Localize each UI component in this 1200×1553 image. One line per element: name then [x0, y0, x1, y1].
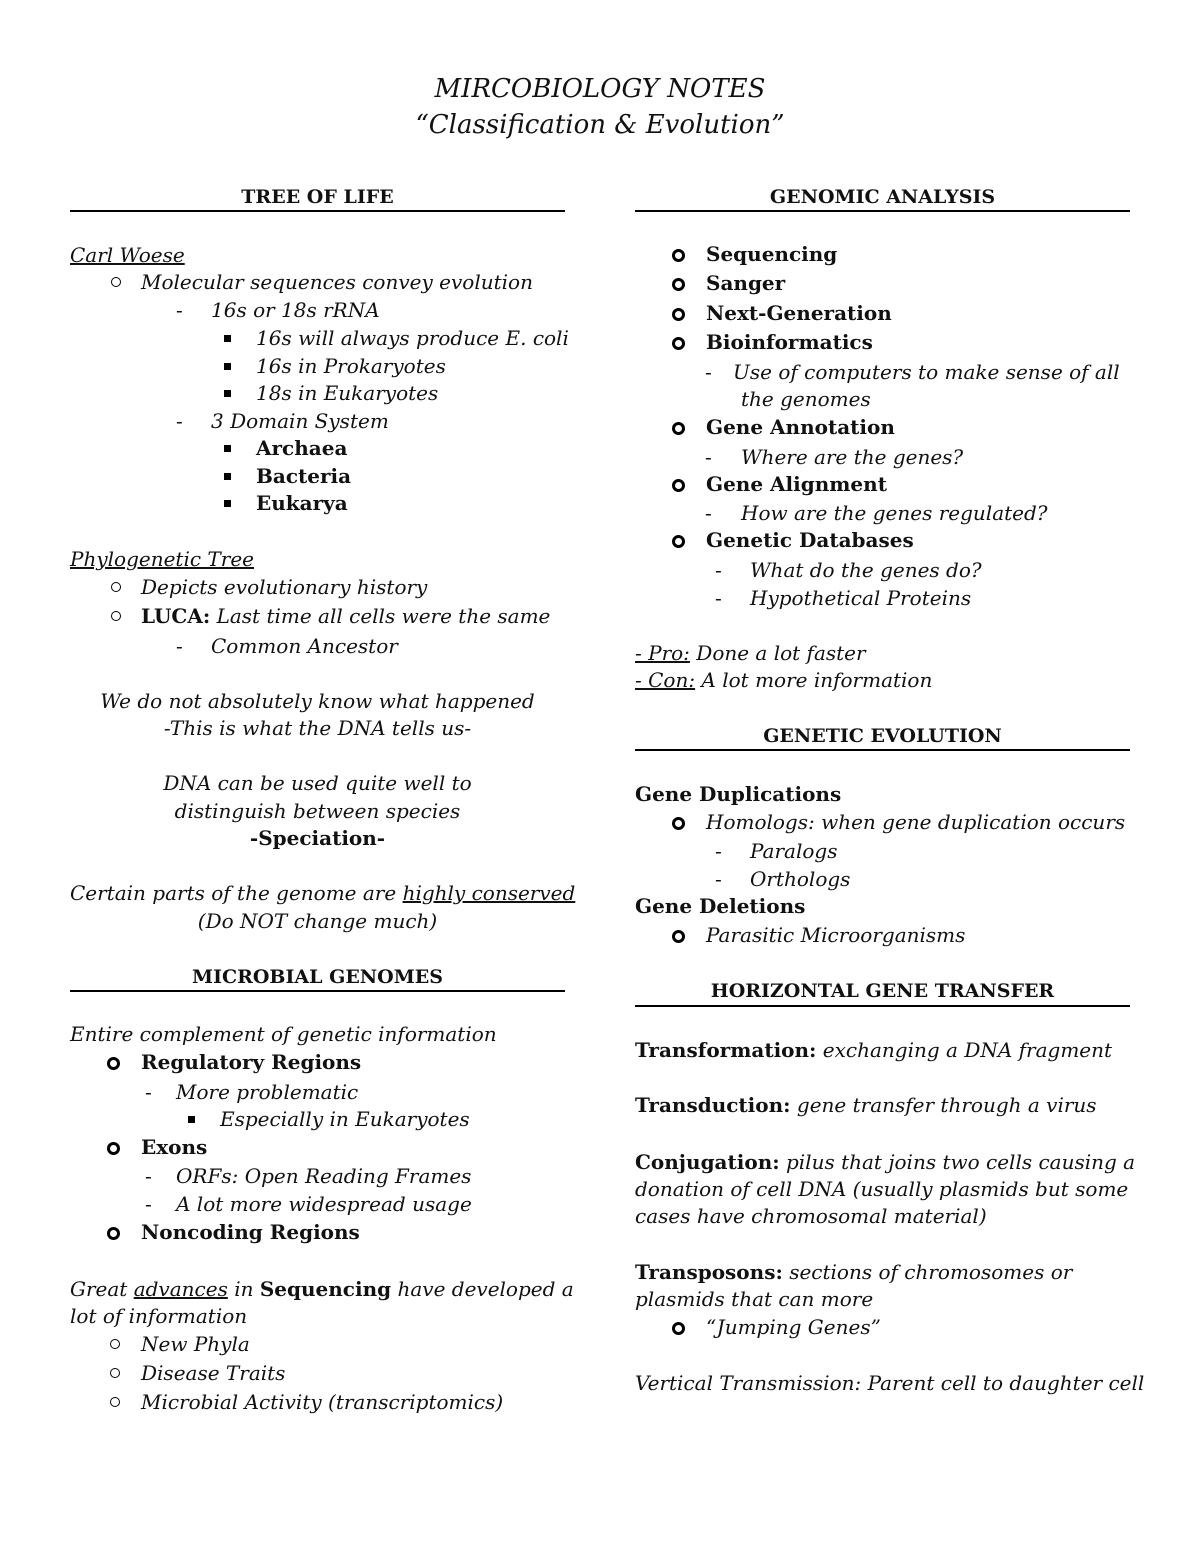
- section-rule: [635, 749, 1130, 751]
- list-item: Genetic Databases: [706, 528, 914, 552]
- dash-bullet-icon: -: [705, 360, 712, 384]
- list-item: Molecular sequences convey evolution: [141, 270, 533, 294]
- term-text: exchanging a DNA fragment: [816, 1038, 1113, 1062]
- list-item: 16s will always produce E. coli: [256, 326, 569, 350]
- list-item: 3 Domain System: [211, 409, 389, 433]
- pro-text: Done a lot faster: [689, 641, 866, 665]
- hollow-bullet-icon: [110, 1339, 120, 1349]
- hollow-bullet-icon: [110, 1368, 120, 1378]
- list-item: What do the genes do?: [750, 558, 982, 582]
- term-text: Last time all cells were the same: [210, 604, 551, 628]
- definition-line: [635, 1037, 1112, 1063]
- definition-continued: donation of cell DNA (usually plasmids but some: [635, 1177, 1129, 1201]
- dash-bullet-icon: -: [176, 634, 183, 658]
- list-item: Bioinformatics: [706, 330, 873, 354]
- list-item: Paralogs: [750, 839, 838, 863]
- section-rule: [70, 210, 565, 212]
- hollow-bullet-icon: [672, 535, 685, 548]
- hollow-bullet-icon: [672, 817, 685, 830]
- square-bullet-icon: [224, 500, 231, 507]
- term-text: sections of chromosomes or: [782, 1260, 1073, 1284]
- list-item: Homologs: when gene duplication occurs: [706, 810, 1126, 834]
- note-line: [70, 880, 576, 906]
- square-bullet-icon: [224, 335, 231, 342]
- section-rule: [635, 210, 1130, 212]
- list-item: Gene Alignment: [706, 472, 887, 496]
- list-item: Where are the genes?: [741, 445, 964, 469]
- list-item: Bacteria: [256, 464, 352, 488]
- term-label: Transposons:: [635, 1260, 783, 1284]
- term-label: Transduction:: [635, 1093, 791, 1117]
- note-text: Certain parts of the genome are: [70, 881, 403, 905]
- list-item: Exons: [141, 1135, 208, 1159]
- definition-line: [635, 1092, 1097, 1118]
- term-label: LUCA:: [141, 604, 211, 628]
- list-item: Sanger: [706, 271, 786, 295]
- list-item: [141, 603, 550, 629]
- note-line: We do not absolutely know what happened: [100, 689, 535, 713]
- con-text: A lot more information: [695, 668, 933, 692]
- list-item: Microbial Activity (transcriptomics): [141, 1390, 504, 1414]
- list-item: 18s in Eukaryotes: [256, 381, 439, 405]
- dash-bullet-icon: -: [176, 298, 183, 322]
- note-line: Vertical Transmission: Parent cell to daughter cell: [635, 1371, 1145, 1395]
- dash-bullet-icon: -: [176, 409, 183, 433]
- note-line: distinguish between species: [174, 799, 461, 823]
- square-bullet-icon: [224, 363, 231, 370]
- dash-bullet-icon: -: [705, 501, 712, 525]
- section-heading-horizontal-gene-transfer: HORIZONTAL GENE TRANSFER: [710, 980, 1055, 1002]
- definition-line: [635, 1259, 1072, 1285]
- list-item: Eukarya: [256, 491, 348, 515]
- topic-line: Entire complement of genetic information: [70, 1022, 497, 1046]
- hollow-bullet-icon: [672, 249, 685, 262]
- text-run: Great: [70, 1277, 134, 1301]
- text-run: have developed a: [391, 1277, 574, 1301]
- list-item: 16s in Prokaryotes: [256, 354, 446, 378]
- square-bullet-icon: [188, 1116, 195, 1123]
- topic-line: lot of information: [70, 1304, 248, 1328]
- hollow-bullet-icon: [107, 1142, 120, 1155]
- term-label: Conjugation:: [635, 1150, 780, 1174]
- text-run: in: [227, 1277, 260, 1301]
- list-item: How are the genes regulated?: [741, 501, 1048, 525]
- list-item: Gene Annotation: [706, 415, 895, 439]
- dash-bullet-icon: -: [145, 1080, 152, 1104]
- dash-bullet-icon: -: [715, 558, 722, 582]
- note-line: -This is what the DNA tells us-: [163, 716, 472, 740]
- list-item: Next-Generation: [706, 301, 892, 325]
- term-text: pilus that joins two cells causing a: [779, 1150, 1136, 1174]
- list-item: New Phyla: [141, 1332, 250, 1356]
- hollow-bullet-icon: [107, 1057, 120, 1070]
- pro-label: - Pro:: [635, 641, 690, 665]
- section-rule: [635, 1005, 1130, 1007]
- list-item: Orthologs: [750, 867, 851, 891]
- page-title: MIRCOBIOLOGY NOTES: [434, 74, 766, 104]
- square-bullet-icon: [224, 390, 231, 397]
- definition-continued: cases have chromosomal material): [635, 1204, 987, 1228]
- list-item: More problematic: [176, 1080, 359, 1104]
- list-item: Archaea: [256, 436, 348, 460]
- list-item: Especially in Eukaryotes: [220, 1107, 470, 1131]
- list-item: Disease Traits: [141, 1361, 286, 1385]
- dash-bullet-icon: -: [715, 867, 722, 891]
- term-label: Transformation:: [635, 1038, 817, 1062]
- dash-bullet-icon: -: [715, 586, 722, 610]
- topic-line: Gene Deletions: [635, 894, 806, 918]
- page-subtitle: “Classification & Evolution”: [415, 110, 785, 140]
- dash-bullet-icon: -: [705, 445, 712, 469]
- list-item: ORFs: Open Reading Frames: [176, 1164, 472, 1188]
- con-line: [635, 667, 932, 693]
- list-item: “Jumping Genes”: [706, 1315, 881, 1339]
- hollow-bullet-icon: [672, 278, 685, 291]
- list-item: Hypothetical Proteins: [750, 586, 972, 610]
- list-item: 16s or 18s rRNA: [211, 298, 380, 322]
- list-item: Parasitic Microorganisms: [706, 923, 966, 947]
- square-bullet-icon: [224, 473, 231, 480]
- section-heading-tree-of-life: TREE OF LIFE: [241, 186, 394, 208]
- note-line: (Do NOT change much): [197, 909, 438, 933]
- dash-bullet-icon: -: [145, 1192, 152, 1216]
- definition-line: [635, 1149, 1135, 1175]
- note-emphasis: highly conserved: [402, 881, 576, 905]
- list-item: Sequencing: [706, 242, 838, 266]
- section-heading-genetic-evolution: GENETIC EVOLUTION: [763, 725, 1002, 747]
- dash-bullet-icon: -: [145, 1164, 152, 1188]
- topic-line: [70, 1276, 574, 1302]
- pro-line: [635, 640, 866, 666]
- con-label: - Con:: [635, 668, 696, 692]
- section-heading-genomic-analysis: GENOMIC ANALYSIS: [769, 186, 996, 208]
- section-heading-microbial-genomes: MICROBIAL GENOMES: [192, 966, 443, 988]
- hollow-bullet-icon: [111, 582, 121, 592]
- section-rule: [70, 990, 565, 992]
- definition-continued: plasmids that can more: [635, 1287, 874, 1311]
- hollow-bullet-icon: [110, 1397, 120, 1407]
- text-run: advances: [133, 1277, 228, 1301]
- hollow-bullet-icon: [111, 277, 121, 287]
- hollow-bullet-icon: [672, 308, 685, 321]
- list-item: Depicts evolutionary history: [141, 575, 428, 599]
- note-line: -Speciation-: [249, 826, 386, 850]
- hollow-bullet-icon: [111, 611, 121, 621]
- hollow-bullet-icon: [672, 479, 685, 492]
- hollow-bullet-icon: [672, 930, 685, 943]
- topic-carl-woese: Carl Woese: [70, 243, 185, 267]
- hollow-bullet-icon: [672, 337, 685, 350]
- list-item: Use of computers to make sense of all: [733, 360, 1120, 384]
- list-item-continued: the genomes: [741, 387, 871, 411]
- hollow-bullet-icon: [672, 1322, 685, 1335]
- topic-line: Gene Duplications: [635, 782, 842, 806]
- dash-bullet-icon: -: [715, 839, 722, 863]
- list-item: Noncoding Regions: [141, 1220, 360, 1244]
- list-item: Common Ancestor: [211, 634, 398, 658]
- hollow-bullet-icon: [107, 1227, 120, 1240]
- list-item: Regulatory Regions: [141, 1050, 362, 1074]
- square-bullet-icon: [224, 445, 231, 452]
- topic-phylogenetic-tree: Phylogenetic Tree: [70, 547, 254, 571]
- list-item: A lot more widespread usage: [176, 1192, 472, 1216]
- text-run: Sequencing: [259, 1277, 392, 1301]
- hollow-bullet-icon: [672, 422, 685, 435]
- note-line: DNA can be used quite well to: [163, 771, 472, 795]
- term-text: gene transfer through a virus: [790, 1093, 1097, 1117]
